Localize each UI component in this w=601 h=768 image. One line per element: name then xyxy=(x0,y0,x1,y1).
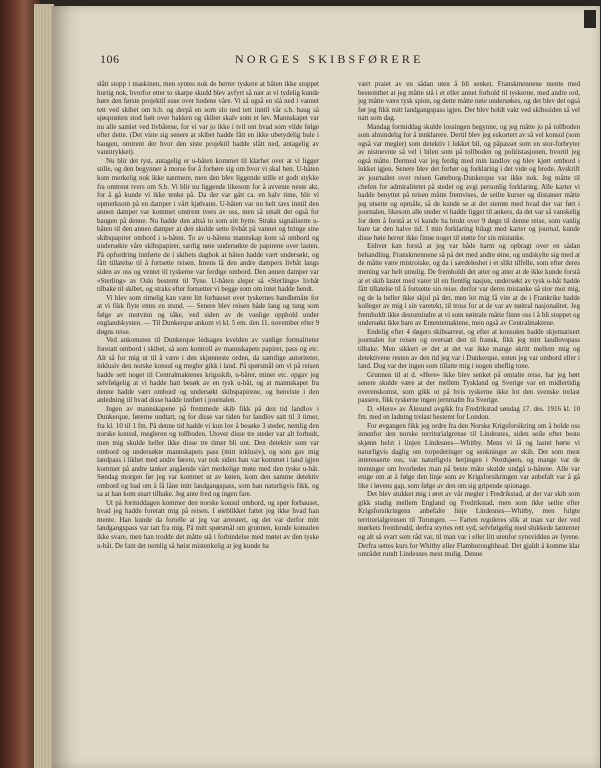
paragraph: For øvgangen fikk jeg ordre fra den Norske Krigsforsikring om å holde oss innenfor den norske territorialgrense til Lindesnes, siden seile efter beste skjønn helst i linjen Lindesnes—Whitby. Mens vi lå og lastet hørte vi naturligvis daglig om torpederinger og senkninger av skib. Det som mest interesserte oss, var naturligvis herjingen i Nordsjøen, og mange var de meninger om hvorledes man på beste måte skulde undgå u-båtene. Alle var enige om at å følge den linje som av Krigsforsikringen var anbefalt var å gå like i løvens gap, som følge av den om sig gripende spionage. xyxy=(358,421,580,490)
paragraph: Enhver kan forstå at jeg var både harm og opbragt over en sådan behandling. Franskmennene så på det med andre øine, og undskylte sig med at de måtte være mistroiske, og da i særdeleshet i et slikt tilfelle, som efter deres mening var helt umulig. De fremholdt det atter og atter at de ikke kunde forstå at et skib lastet med varer til en fientlig nasjon, undersøkt av tysk u-båt hadde fått tillatelse til å fortsette sin reise. derfor var deres mistanke så stor mot mig, og de la heller ikke skjul på det, men lot mig få vite at de i Frankrike hadde kolleger av mig i sin varetekt, til tross for at de var av nøitral nasjonalitet. Jeg fremholdt ikke destomindre at vi som nøitrale måtte finne oss i å bli stoppet og undersøkt ikke bare av Ententemaktene, men også av Centralmaktene. xyxy=(358,242,580,328)
paragraph: Ut på formiddagen kommer den norske konsul ombord, og spør forbauset, hvad jeg hadde foretatt mig på reisen. I øieblikket fattet jeg ikke hvad han mente. Han kunde da fortelle at jeg var arrestert, og det var derfor mitt landgangspass var tatt fra mig. På mitt spørsmål om grunnen, kunde konsulen ikke svare, men han trodde det måtte stå i forbindelse med møtet av den tyske u-båt. De fant det nemlig så høist mistenkelig at jeg kunde ha xyxy=(97,498,319,550)
paragraph: Mandag formiddag skulde lossingen begynne, og jeg måtte jo på tollboden som almindelig for å innklarere. Dertil blev jeg eskortert av så vel konsul (som også var megler) som detektiv i lukket bil, og påpasset som en stor-forbryter av nistnevnte så vel i bilen som på tollboden og politistasjonen, hvortil jeg også måtte. Dermed var jeg ferdig med min landlov og blev kjørt ombord i lukket igjen. Senere blev det forhør og forklaring i det vide og brede. Avskrift av journalen over reisen Gøteborg-Dunkerque var ikke nok. Jeg måtte til chefen for admiralitetet på stedet og avgi personlig forklaring. Alle karter vi hadde benyttet på reisen måtte fremvises, de seilte kurser og distanser måtte jeg utsette og opmåle, så de kunde se at det stemte med hvad der var ført i journalen, likesom alle steder vi hadde ligget til ankers, da det var så vanskelig for dem å forstå at vi kunde ha brukt over 9 døgn til denne reise, som vanlig bare tar den halve tid. I min forklaring bilagt med karter og journal, kunde disse høie herrer ikke finne noget til støtte for sin mistanke. xyxy=(358,122,580,242)
paragraph: Vi blev som rimelig kan være litt forbauset over tyskernes handlemåte for at vi fikk flyte ennu en stund. — Senere blev reisen både lang og tung som følge av motvinn og tåke, ved siden av de vanlige opphold under englandskysten. — Til Dunkerque ankom vi kl. 5 em. den 11. november efter 9 døgns reise. xyxy=(97,293,319,336)
running-title: NORGES SKIBSFØRERE xyxy=(235,52,424,66)
page-edges xyxy=(34,4,54,768)
paragraph: Grunnen til at d. «Here» ikke blev senket på omtalte reise, har jeg hørt senere skulde være at der mellem Tyskland og Sverige var en midlertidig overenskomst, som gikk ut på hvis tyskerne ikke lot den svenske trelast passere, fikk tyskerne ingen jernmalm fra Sverige. xyxy=(358,370,580,405)
paragraph: Ingen av mannskapene på fremmede skib fikk på den tid landlov i Dunkerque, førerne undtatt, og for disse var tiden for landlov satt til 3 timer, fra kl. 10 til 1 fm. På denne tid hadde vi kun lov å besøke 3 steder, nemlig den norske konsul, megleren og tollboden. Utover disse tre steder var alt forbudt, men mig skulde heller ikke disse tre timer bli unt. Den detektiv som var ombord og undersøkte mannskapets pass (mitt inklusiv), og som gav mig landpass i likhet med andre førere, var nok siden han var kommet i land igjen kommet på andre tanker angående vårt merkelige møte med den tyske u-båt. Søndag morgen før jeg var kommet ut av køien, kom den samme detektiv ombord og bad om å få låne mitt landgangspass, som han naturligvis fikk, og sa at han kom snart tilbake. Jeg ante fred og ingen fare. xyxy=(97,404,319,499)
paragraph: vært praiet av en sådan uten å bli senket. Franskmennene mente med bestemthet at jeg måtte stå i et eller annet forhold til tyskerne, med andre ord, jeg måtte være tysk spion, og dette måtte nøie undersøkes, og det blev det også før jeg fikk mitt landgangspass igjen. Der blev holdt vakt ved skibssiden så vel natt som dag. xyxy=(358,80,580,123)
paragraph: D. «Here» av Ålesund avgikk fra Fredrikstad søndag 17. des. 1916 kl. 10 fm. med en ladning trelast bestemt for London. xyxy=(358,404,580,422)
paragraph: Ved ankomsten til Dunkerque ledsages kvelden av vanlige formaliteter foretatt ombord i skibet, så som kontroll av mannskapets papirer, pass og etc. Alt så for mig ut til å være i den skjønneste orden, da samtlige autoriteter, inklusiv den norske konsul og megler gikk i land. På spørsmål om vi på reisen hadde sett noget til Centralmaktenes krigsskib, u-båter, miner etc. opgav jeg selvfølgelig at vi hadde hatt besøk av en tysk u-båt, og at mannskapet fra denne hadde vært ombord og undersøkt skibspapirene, og henviste i den anledning til hvad disse hadde innført i journalen. xyxy=(97,336,319,405)
right-column xyxy=(358,80,580,559)
paragraph: Endelig efter 4 døgers skibsarrest, og efter at konsulen hadde skjematisert journalen for reisen og oversatt den til fransk, fikk jeg mitt landlovspass tilbake. Men sikkert er det at det var ikke mange skritt mellem mig og detektivene resten av den tid jeg var i Dunkerque, enten jeg var ombord eller i land. Dog var der ingen som tillatte mig i nogen uheflig tone. xyxy=(358,327,580,371)
page-header xyxy=(90,52,585,70)
paragraph: slått stopp i maskinen, men syntes nok de herrer tyskere at båten ikke stoppet hurtig nok, hvorfor etter to skarpe skudd blev avfyrt så nær at vi tydelig kunde høre den første projektil suse over hodene våre. Vi så også en slå ned i vannet tett ved skibet om b.b. og derpå en som slo ned tett inntil vår s.b. baug så sjøsprøiten stod høit over bakken og skibet skalv som et løv. Mannskapet var nu alle samlet ved livbåtene, for vi var jo ikke i tvil om hvad som vilde følge efter dette. (Det viste sig senere at skibet hadde fått en ikke ubetydelig bule i baugen, omtrent der hvor den siste projektil hadde slått ned, antagelig av vanntrykket). xyxy=(97,80,319,157)
page-corner xyxy=(584,10,596,28)
paragraph: Det blev stukket mig i øret av vår megler i Fredrikstad, at der var skib som gikk stadig mellem England og Fredrikstad, men som ikke seilte efter Krigsforsikringens anbefalte linje Lindesnes—Whitby, men fulgte territorialgrensen til Torungen. — Farten reguleres slik at man var der ved mørkets frembrudd, derfra styrtes rett syd, selvfølgelig med slukkede lanterner og alt så svart som råd var, til man var i eller litt utenfor synsvidden av fyrene. Derfra settes kurs for Whitby eller Flamboroughhead. Det gjaldt å komme klar området rundt Lindesnes mest mulig. Denne xyxy=(358,490,580,559)
left-column xyxy=(97,80,319,550)
page-number: 106 xyxy=(100,52,120,66)
paragraph: Nu blir det tyst, antagelig er u-båten kommet til klarhet over at vi ligger stille, og den begynner å morse for å forhøre sig om hvor vi skal hen. U-båten kom merkelig nok ikke nærmere, men den blev liggende stille et godt stykke fra omtrent tvers om S.b. Vi blir nu liggende likesom for å avvente neste akt, for å gå kunde vi ikke tenke på. Da der var gått ca. en halv time, blir vi opmerksom på en damper i vårt kjølvann. U-båten var nu helt tavs inntil den annen damper var kommet omtrent tvers av oss, men så smalt det også for baugen på denne. Nu hadde den altså to som sitt bytte. Straks signaliserte u-båten til den annen damper at den skulde sette livbåt på vannet og bringe sine skibspapirer ombord i u-båten. To av u-båtens mannskap kom så ombord og undersøkte våre skibspapirer, særlig nøie undersøkte de papirene over lasten. På opfordring innførte de i skibets dagbok at båten hadde vært undersøkt, og fått tillatelse til å fortsette reisen. Imens lå den andre dampers livbåt langs siden av oss og ventet til tyskerne var ferdige ombord. Den annen damper var «Sterling» av Oslo bestemt til Tyne. U-båten sleper så «Sterlings» livbåt tilbake til skibet, og straks efter fortsetter vi begge som om intet hadde hendt. xyxy=(97,156,319,294)
